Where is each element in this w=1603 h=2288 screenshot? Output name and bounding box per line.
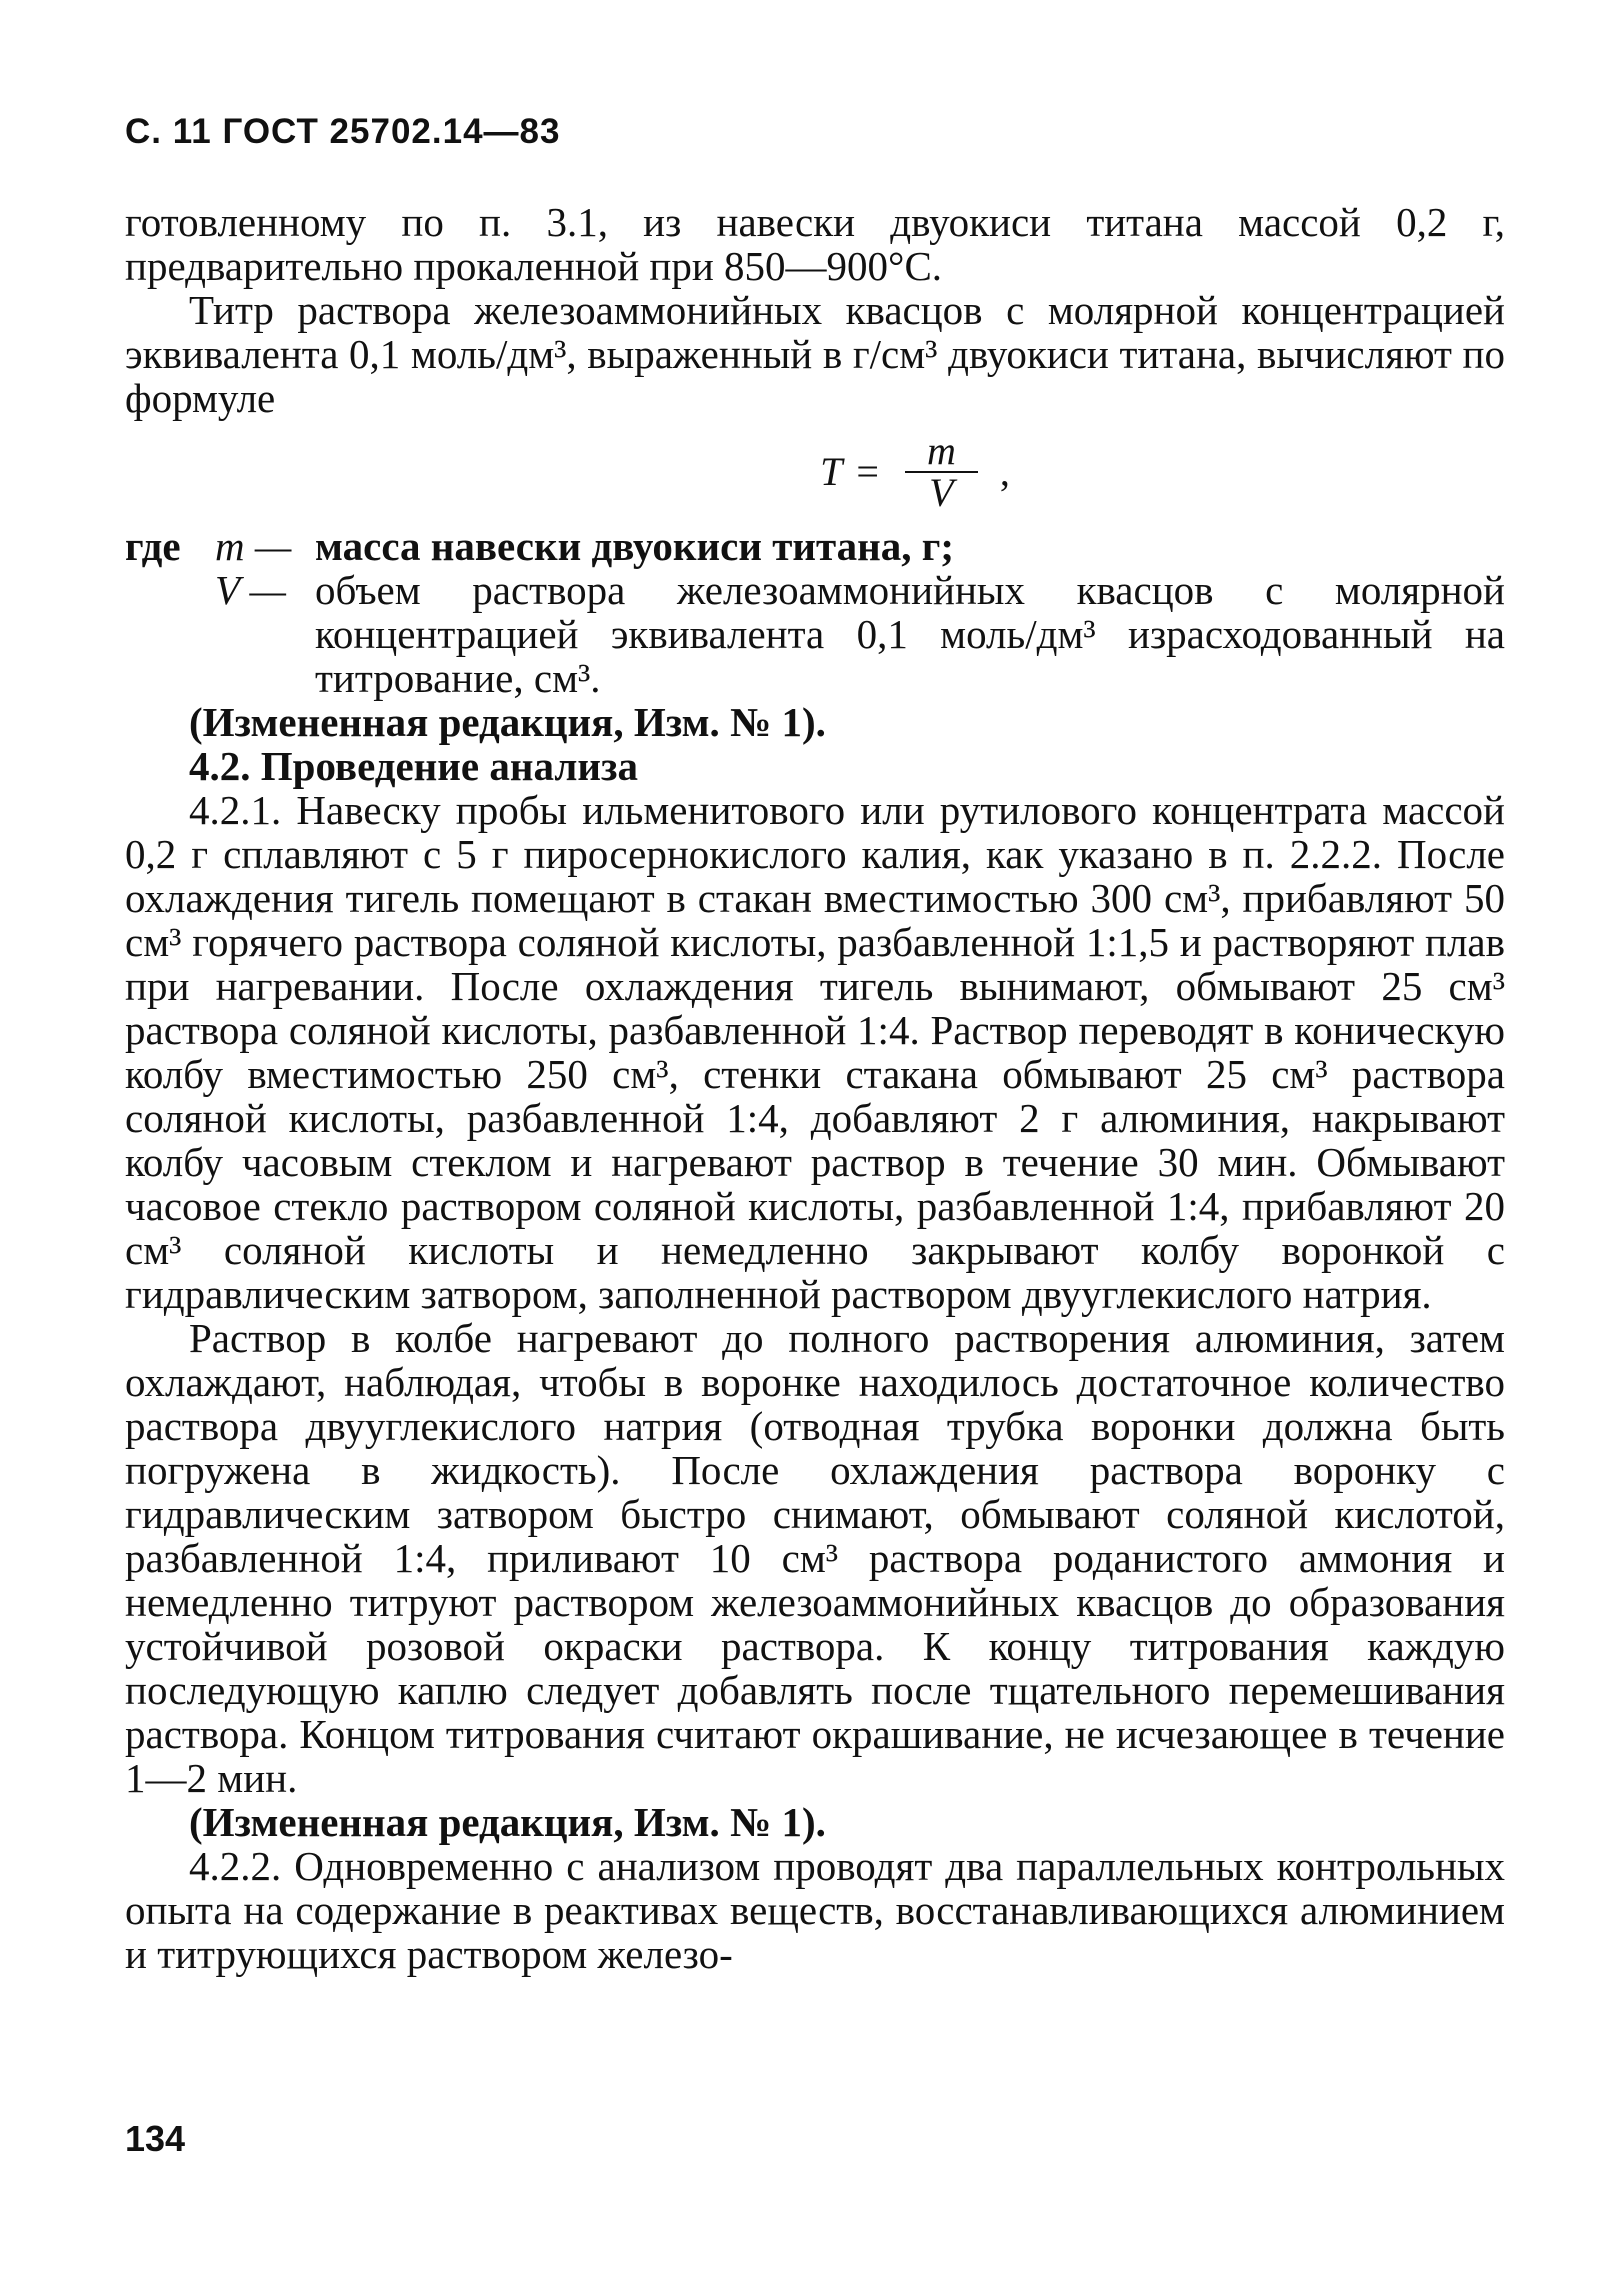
where-item [125,524,1505,568]
where-text: масса навески двуокиси титана, г; [315,523,955,569]
paragraph-titre: Титр раствора железоаммонийных квасцов с молярной концентрацией эквивалента 0,1 моль/дм³, выраженный в г/см³ двуокиси титана, вычисляют по формуле [125,287,1505,421]
formula [325,420,1505,524]
running-header: С. 11 ГОСТ 25702.14—83 [125,112,561,151]
paragraph-blank-test: 4.2.2. Одновременно с анализом проводят два параллельных контрольных опыта на содержание в реактивах веществ, восстанавливающихся алюминием и титрующихся раствором железо- [125,1843,1505,1977]
where-symbol: m — [215,523,292,569]
page-body [125,200,1505,1976]
amendment-note: (Измененная редакция, Изм. № 1). [189,699,826,745]
formula-fraction [905,428,978,515]
where-block [125,524,1505,700]
page-number: 134 [125,2118,186,2159]
paragraph-continuation: готовленному по п. 3.1, из навески двуокиси титана массой 0,2 г, предварительно прокаленной при 850—900°С. [125,199,1505,289]
formula-lhs: T [820,449,843,494]
paragraph-titration: Раствор в колбе нагревают до полного растворения алюминия, затем охлаждают, наблюдая, чтобы в воронке находилось достаточное количество раствора двууглекислого натрия (отводная трубка воронки должна быть погружена в жидкость). После охлаждения раствора воронку с гидравлическим затвором быстро снимают, обмывают соляной кислотой, разбавленной 1:4, приливают 10 см³ раствора роданистого аммония и немедленно титруют раствором железоаммонийных квасцов до образования устойчивой розовой окраски раствора. К концу титрования каждую последующую каплю следует добавлять после тщательного перемешивания раствора. Концом титрования считают окрашивание, не исчезающее в течение 1—2 мин. [125,1315,1505,1801]
amendment-note: (Измененная редакция, Изм. № 1). [189,1799,826,1845]
where-label: где [125,523,181,569]
formula-numerator: m [905,431,978,473]
where-text: объем раствора железоаммонийных квасцов с молярной концентрацией эквивалента 0,1 моль/дм³ израсходованный на титрование, см³. [315,567,1505,701]
where-item [125,568,1505,700]
paragraph-procedure: 4.2.1. Навеску пробы ильменитового или рутилового концентрата массой 0,2 г сплавляют с 5 г пиросернокислого калия, как указано в п. 2.2.2. После охлаждения тигель помещают в стакан вместимостью 300 см³, прибавляют 50 см³ горячего раствора соляной кислоты, разбавленной 1:1,5 и растворяют плав при нагревании. После охлаждения тигель вынимают, обмывают 25 см³ раствора соляной кислоты, разбавленной 1:4. Раствор переводят в коническую колбу вместимостью 250 см³, стенки стакана обмывают 25 см³ раствора соляной кислоты, разбавленной 1:4, добавляют 2 г алюминия, накрывают колбу часовым стеклом и нагревают раствор в течение 30 мин. Обмывают часовое стекло раствором соляной кислоты, разбавленной 1:4, прибавляют 20 см³ соляной кислоты и немедленно закрывают колбу воронкой с гидравлическим затвором, заполненной раствором двууглекислого натрия. [125,787,1505,1317]
formula-trail: , [999,449,1010,494]
where-symbol: V — [215,567,287,613]
section-heading: 4.2. Проведение анализа [189,743,638,789]
formula-equals: = [856,449,879,494]
formula-denominator: V [929,470,954,515]
